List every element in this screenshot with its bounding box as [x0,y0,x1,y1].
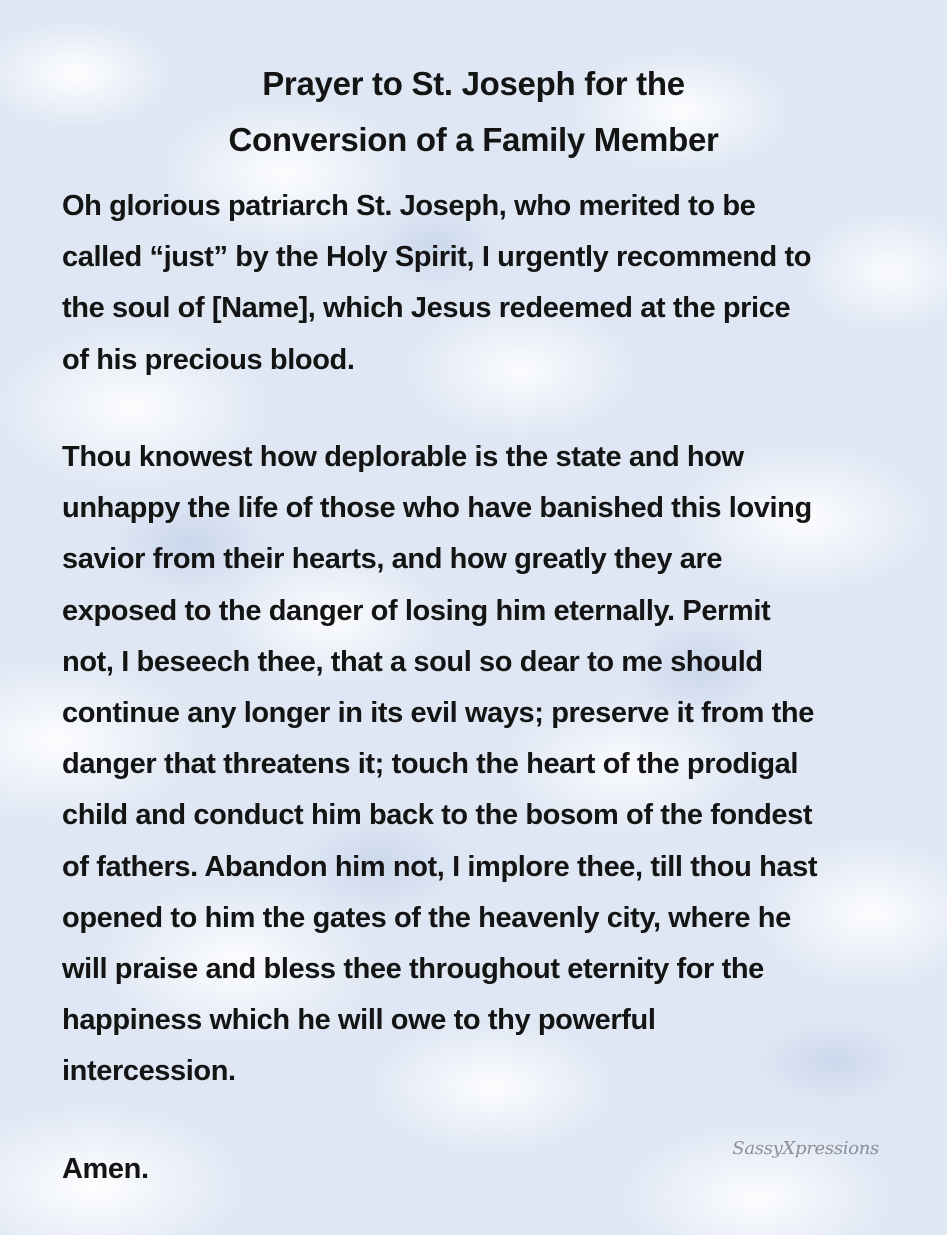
text-line: savior from their hearts, and how greatly they are [62,543,723,576]
text-line: called “just” by the Holy Spirit, I urgently recommend to [62,241,812,274]
prayer-paragraph-1 [62,181,902,386]
text-line: will praise and bless thee throughout eternity for the [62,953,764,986]
text-line: Oh glorious patriarch St. Joseph, who merited to be [62,190,756,222]
text-line: not, I beseech thee, that a soul so dear to me should [62,645,763,678]
text-line: happiness which he will owe to thy powerful [62,1004,656,1037]
text-line: of fathers. Abandon him not, I implore thee, till thou hast [62,850,818,883]
text-line: of his precious blood. [62,343,355,376]
text-line: child and conduct him back to the bosom of the fondest [62,799,813,832]
text-line: opened to him the gates of the heavenly city, where he [62,901,791,934]
prayer-paragraph-2 [62,432,902,1098]
text-line: danger that threatens it; touch the heart of the prodigal [62,748,799,781]
text-line: the soul of [Name], which Jesus redeemed at the price [62,292,791,325]
prayer-title [0,56,947,168]
title-line-1: Prayer to St. Joseph for the [262,65,685,102]
watermark-signature: SassyXpressions [732,1138,879,1159]
amen-text: Amen. [62,1153,149,1185]
text-line: unhappy the life of those who have banished this loving [62,492,812,525]
text-line: Thou knowest how deplorable is the state and how [62,441,744,473]
title-line-2: Conversion of a Family Member [228,121,719,158]
text-line: exposed to the danger of losing him eternally. Permit [62,594,771,627]
text-line: intercession. [62,1055,236,1088]
text-line: continue any longer in its evil ways; preserve it from the [62,697,814,730]
